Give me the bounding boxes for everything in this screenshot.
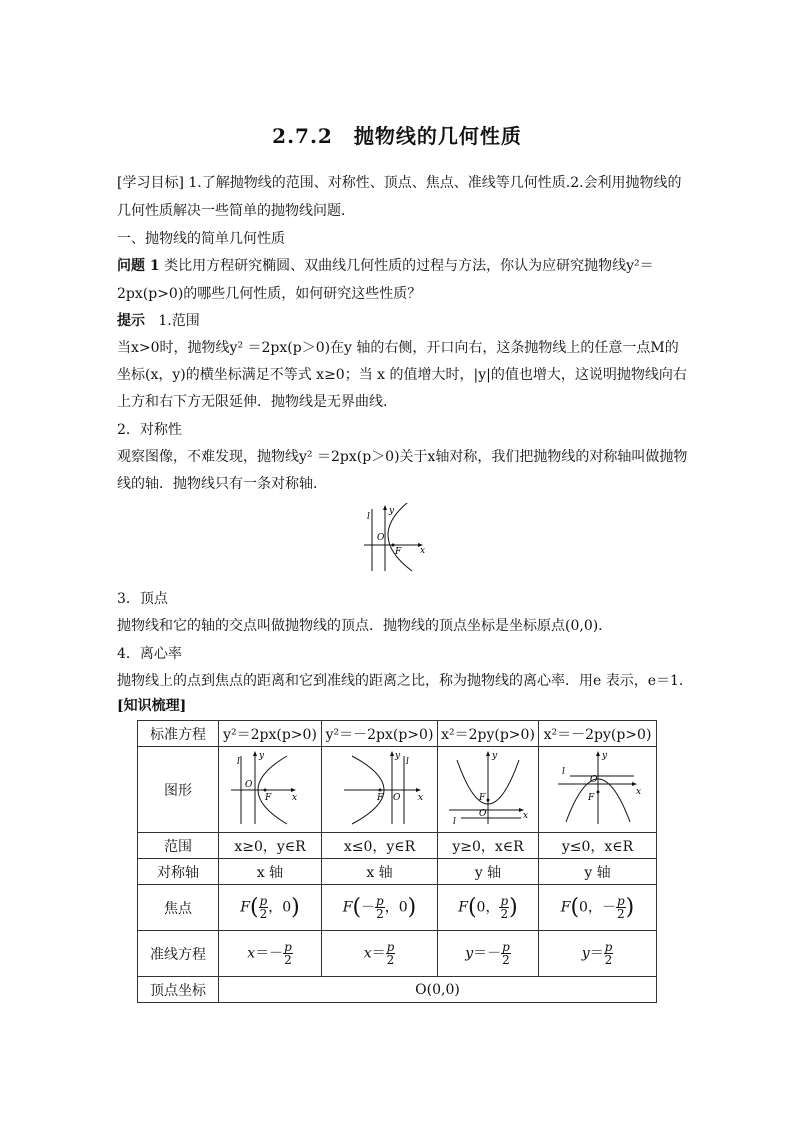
directrix-cell: x＝ $\frac{p}{2}$ [322, 931, 438, 977]
vertex-line-1: 抛物线和它的轴的交点叫做抛物线的顶点．抛物线的顶点坐标是坐标原点(0,0). [117, 618, 603, 634]
table-row [138, 833, 657, 859]
svg-text:O: O [245, 779, 253, 790]
parabola-figure [362, 503, 432, 573]
svg-text:x: x [635, 786, 641, 797]
svg-text:F: F [479, 792, 486, 803]
graph-cell [438, 747, 539, 833]
l-label: l [367, 512, 370, 522]
table-row [138, 721, 657, 747]
problem-tag: 问题 1 [117, 258, 160, 274]
svg-text:x: x [292, 792, 298, 803]
table-cell: x≥0，y∈R [219, 833, 322, 859]
directrix-cell: y＝ $\frac{p}{2}$ [539, 931, 657, 977]
vertex-cell: O(0,0) [219, 977, 657, 1003]
y-label: y [389, 506, 395, 516]
svg-text:y: y [394, 750, 400, 761]
svg-text:l: l [561, 766, 565, 777]
svg-text:O: O [479, 808, 487, 819]
hint-line [117, 310, 682, 330]
directrix-cell: x＝－ $\frac{p}{2}$ [219, 931, 322, 977]
problem-line-2: 2px(p>0)的哪些几何性质，如何研究这些性质？ [117, 286, 422, 302]
symmetry-heading: 2．对称性 [117, 422, 182, 438]
problem-text-1: 类比用方程研究椭圆、双曲线几何性质的过程与方法，你认为应研究抛物线y²＝ [164, 258, 654, 274]
x-label: x [420, 546, 426, 556]
graph-left [330, 748, 430, 828]
table-row [138, 977, 657, 1003]
table-cell: y 轴 [438, 859, 539, 885]
row-header: 准线方程 [138, 931, 219, 977]
hint-item: 1.范围 [158, 313, 200, 329]
row-header: 图形 [138, 747, 219, 833]
table-row [138, 885, 657, 931]
graph-cell [219, 747, 322, 833]
svg-text:F: F [587, 792, 594, 803]
table-cell: x²＝－2py(p>0) [539, 721, 657, 747]
symmetry-line-1: 观察图像，不难发现，抛物线y² ＝2px(p＞0)关于x轴对称，我们把抛物线的对称轴叫做抛物 [117, 449, 688, 465]
table-cell: x 轴 [219, 859, 322, 885]
row-header: 标准方程 [138, 721, 219, 747]
vertex-heading: 3．顶点 [117, 591, 168, 607]
table-cell: x²＝2py(p>0) [438, 721, 539, 747]
graph-up [443, 748, 533, 828]
section-heading: 一、抛物线的简单几何性质 [117, 231, 285, 247]
objectives-line-1 [117, 172, 682, 192]
range-line-3: 上方和右下方无限延伸．抛物线是无界曲线. [117, 394, 388, 410]
graph-cell [539, 747, 657, 833]
table-cell: y 轴 [539, 859, 657, 885]
table-cell: y≤0，x∈R [539, 833, 657, 859]
table-cell: y≥0，x∈R [438, 833, 539, 859]
row-header: 焦点 [138, 885, 219, 931]
range-line-1: 当x>0时，抛物线y² ＝2px(p＞0)在y 轴的右侧，开口向右，这条抛物线上的任意一点M的 [117, 340, 679, 356]
table-cell: x 轴 [322, 859, 438, 885]
svg-text:F: F [376, 792, 383, 803]
svg-text:l: l [453, 816, 456, 827]
svg-text:l: l [237, 756, 240, 767]
focus-cell: F( $\frac{p}{2}$ ，0) [219, 885, 322, 931]
svg-text:O: O [392, 792, 400, 803]
objectives-line-2: 几何性质解决一些简单的抛物线问题. [117, 203, 346, 219]
svg-text:x: x [417, 792, 423, 803]
objectives-tag: [学习目标] [117, 175, 184, 191]
svg-text:x: x [523, 810, 529, 821]
y-axis-arrow [383, 505, 387, 510]
table-cell: y²＝－2px(p>0) [322, 721, 438, 747]
table-row [138, 931, 657, 977]
properties-table [137, 720, 657, 1003]
focus-cell: F(0，－ $\frac{p}{2}$ ) [539, 885, 657, 931]
o-label: O [377, 533, 385, 543]
row-header: 对称轴 [138, 859, 219, 885]
objectives-text-1: 1.了解抛物线的范围、对称性、顶点、焦点、准线等几何性质.2.会利用抛物线的 [188, 175, 682, 191]
focus-cell: F(0， $\frac{p}{2}$ ) [438, 885, 539, 931]
hint-tag: 提示 [117, 313, 145, 329]
graph-cell [322, 747, 438, 833]
svg-text:l: l [405, 756, 409, 767]
focus-cell: F(－ $\frac{p}{2}$ ，0) [322, 885, 438, 931]
directrix-cell: y＝－ $\frac{p}{2}$ [438, 931, 539, 977]
graph-down [548, 748, 648, 828]
svg-text:F: F [265, 792, 272, 803]
graph-right [225, 748, 315, 828]
row-header: 顶点坐标 [138, 977, 219, 1003]
svg-text:O: O [589, 774, 597, 785]
knowledge-tag: [知识梳理] [117, 698, 187, 714]
table-cell: x≤0，y∈R [322, 833, 438, 859]
row-header: 范围 [138, 833, 219, 859]
f-label: F [395, 547, 402, 557]
eccentricity-heading: 4．离心率 [117, 646, 182, 662]
problem-line-1 [117, 255, 682, 275]
range-line-2: 坐标(x，y)的横坐标满足不等式 x≥0；当 x 的值增大时，|y|的值也增大，这说明抛物线向右 [117, 367, 687, 383]
table-row [138, 747, 657, 833]
table-cell: y²＝2px(p>0) [219, 721, 322, 747]
symmetry-line-2: 线的轴．抛物线只有一条对称轴. [117, 476, 318, 492]
page-title: 2.7.2 抛物线的几何性质 [272, 124, 522, 148]
svg-text:y: y [492, 750, 498, 761]
svg-text:y: y [601, 750, 607, 761]
table-row [138, 859, 657, 885]
svg-text:y: y [259, 750, 265, 761]
eccentricity-line-1: 抛物线上的点到焦点的距离和它到准线的距离之比，称为抛物线的离心率．用e 表示，e＝1. [117, 673, 684, 689]
